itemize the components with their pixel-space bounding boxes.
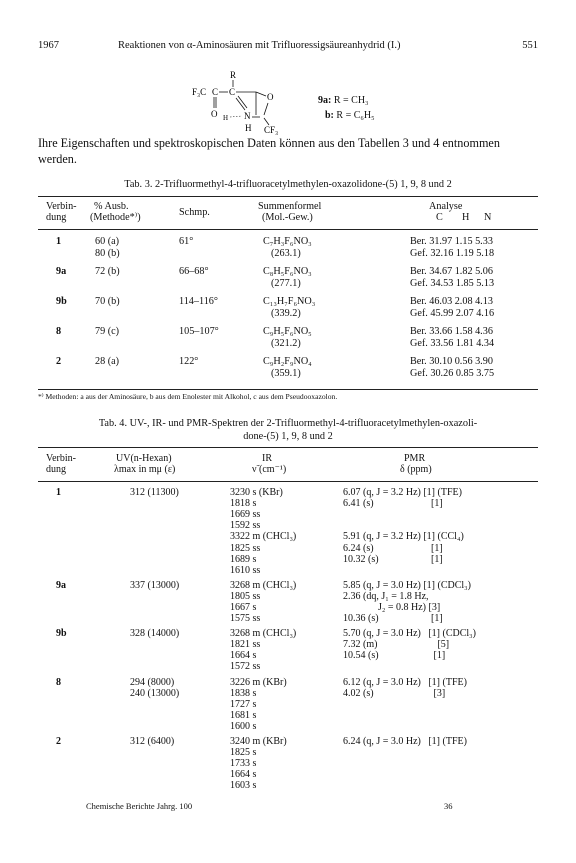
t3-cell-analysis-calc: Ber. 30.10 0.56 3.90 [410,356,493,367]
atom-c2: C [229,87,236,97]
t4-cell-pmr: 6.07 (q, J = 3.2 Hz) [1] (TFE) [343,487,462,498]
t3-cell-formula: C₉H₅F₆NO₅ [263,326,312,337]
t4-cell-uv: 337 (13000) [130,579,180,591]
t3-cell-molweight: (339.2) [271,308,301,319]
t3-h-analyse: Analyse [429,201,463,212]
t3-cell-formula: C₁₃H₇F₆NO₃ [263,296,316,307]
legend-9a-label: 9a: [318,95,332,106]
t4-cell-ir: 3240 m (KBr) [230,736,287,748]
t3-cell-mp: 122° [179,356,199,367]
t4-cell-pmr: 10.36 (s) [1] [343,613,443,625]
t4-h-verbin: Verbin- [46,453,76,464]
t3-cell-id: 9b [56,296,67,307]
t4-cell-ir: 3230 s (KBr) [230,487,283,498]
t4-cell-ir: 1838 s [230,687,257,699]
t4-cell-pmr: J₂ = 0.8 Hz) [3] [343,601,441,613]
t4-cell-id: 1 [56,487,61,498]
atom-n: N [244,111,251,121]
table4-row [38,580,538,624]
t4-cell-ir: 1681 s [230,709,257,721]
t4-h-delta: δ (ppm) [400,464,432,475]
t4-cell-ir: 3226 m (KBr) [230,676,287,688]
t4-cell-pmr: 6.41 (s) [1] [343,498,443,510]
t4-cell-ir: 1667 s [230,601,257,613]
t4-h-ir: IR [262,453,272,464]
structure-legend [318,95,375,121]
t4-cell-ir: 1805 ss [230,590,261,602]
t4-h-uv: UV(n-Hexan) [116,453,172,464]
t3-cell-analysis-calc: Ber. 31.97 1.15 5.33 [410,236,493,247]
table3-row [38,296,538,324]
footer-sheet-number: 36 [444,801,453,811]
t3-cell-id: 1 [56,236,62,247]
t3-cell-analysis-calc: Ber. 33.66 1.58 4.36 [410,326,493,337]
t3-cell-id: 9a [56,266,67,277]
table3-row [38,266,538,294]
t4-cell-ir: 1821 ss [230,639,261,651]
t4-cell-pmr: 5.91 (q, J = 3.2 Hz) [1] (CCl₄) [343,531,464,543]
t4-cell-ir: 1727 s [230,698,257,710]
t4-cell-ir: 1689 s [230,553,257,565]
t3-h-summenformel: Summenformel [258,201,322,212]
t4-cell-ir: 1603 s [230,780,257,792]
table4-top-rule [38,447,538,448]
t3-cell-yield: 79 (c) [95,326,120,337]
t4-cell-uv: 240 (13000) [130,687,180,699]
atom-o-bottom: O [211,109,218,119]
t3-h-h: H [462,212,470,223]
t4-cell-pmr: 6.24 (q, J = 3.0 Hz) [1] (TFE) [343,736,467,748]
table4-row [38,487,538,576]
t3-cell-molweight: (321.2) [271,338,301,349]
table3-row [38,326,538,354]
t3-cell-analysis-found: Gef. 33.56 1.81 4.34 [410,338,495,349]
atom-f3c: F₃C [192,87,207,97]
t3-cell-mp: 66–68° [179,266,209,277]
t3-cell-mp: 61° [179,236,194,247]
t3-cell-yield: 72 (b) [95,266,120,277]
t3-h-schmp: Schmp. [179,207,210,218]
t4-cell-pmr: 4.02 (s) [3] [343,687,446,699]
t3-cell-analysis-found: Gef. 32.16 1.19 5.18 [410,248,495,259]
t3-h-ausb: % Ausb. [94,201,129,212]
table4-row [38,628,538,672]
t4-cell-id: 9a [56,579,66,591]
atom-h-n: H [245,123,252,133]
t3-cell-id: 8 [56,326,62,337]
table4-header [38,453,538,479]
t3-h-c: C [436,212,443,223]
t4-cell-pmr: 6.12 (q, J = 3.0 Hz) [1] (TFE) [343,676,467,688]
t4-cell-ir: 1592 ss [230,520,261,532]
running-header [38,40,538,54]
t4-cell-uv: 328 (14000) [130,628,180,640]
table4-row [38,736,538,792]
legend-b-label: b: [325,110,334,121]
table3-header [38,201,538,229]
t3-cell-molweight: (263.1) [271,248,301,259]
t3-cell-mp: 105–107° [179,326,219,337]
t4-cell-ir: 3268 m (CHCl₃) [230,628,297,640]
t4-h-pmr: PMR [404,453,426,464]
t3-cell-yield: 28 (a) [95,356,120,367]
t3-h-verbin: Verbin- [46,201,77,212]
table3-row [38,236,538,264]
table3-bottom-rule [38,389,538,390]
t4-cell-pmr: 5.85 (q, J = 3.0 Hz) [1] (CDCl₃) [343,579,471,591]
t3-cell-id: 2 [56,356,62,367]
t4-h-wavenumber: ν̃ (cm⁻¹) [252,464,287,475]
t3-cell-formula: C₉H₂F₉NO₄ [263,356,312,367]
t4-h-lambda: λmax in mμ (ε) [114,464,176,475]
t4-cell-ir: 1818 s [230,498,257,510]
t3-cell-analysis-found: Gef. 34.53 1.85 5.13 [410,278,495,289]
header-year: 1967 [38,40,59,51]
t3-h-methode: (Methode*⁾) [90,212,141,223]
t4-cell-id: 2 [56,736,61,748]
t3-cell-yield: 80 (b) [95,248,120,259]
t4-cell-ir: 3322 m (CHCl₃) [230,531,297,543]
table3-row [38,356,538,384]
t4-cell-pmr: 2.36 (dq, J₁ = 1.8 Hz, [343,590,429,602]
table3-top-rule [38,196,538,197]
t3-cell-mp: 114–116° [179,296,218,307]
t4-cell-ir: 3268 m (CHCl₃) [230,579,297,591]
t3-cell-analysis-found: Gef. 45.99 2.07 4.16 [410,308,495,319]
t4-cell-id: 9b [56,628,67,640]
t4-cell-ir: 1664 s [230,769,257,781]
t4-cell-pmr: 10.54 (s) [1] [343,650,446,662]
header-page-number: 551 [522,40,538,51]
t4-cell-ir: 1575 ss [230,613,261,625]
table3-footnote: *⁾ Methoden: a aus der Aminosäure, b aus dem Enolester mit Alkohol, c aus dem Pseudooxazolon. [38,392,338,401]
t4-cell-pmr: 10.32 (s) [1] [343,553,443,565]
atom-c1: C [212,87,219,97]
table4-row [38,677,538,733]
table4-header-rule [38,481,538,482]
legend-9a-text: R = CH₃ [333,95,369,106]
t3-cell-yield: 70 (b) [95,296,120,307]
t4-cell-uv: 312 (6400) [130,736,175,748]
table3-header-rule [38,229,538,230]
t3-cell-molweight: (277.1) [271,278,301,289]
t3-cell-formula: C₈H₅F₆NO₃ [263,266,312,277]
atom-o-ring: O [267,92,274,102]
atom-h-bridge: H [223,114,229,122]
t3-h-n: N [484,212,492,223]
t3-cell-analysis-calc: Ber. 34.67 1.82 5.06 [410,266,493,277]
t4-cell-uv: 294 (8000) [130,676,175,688]
header-title: Reaktionen von α-Aminosäuren mit Trifluoressigsäureanhydrid (I.) [118,40,401,51]
t4-cell-pmr: 6.24 (s) [1] [343,542,443,554]
t3-cell-formula: C₇H₃F₆NO₃ [263,236,312,247]
body-paragraph: Ihre Eigenschaften und spektroskopischen Daten können aus den Tabellen 3 und 4 entnommen werden. [38,136,500,166]
t3-cell-yield: 60 (a) [95,236,120,247]
t4-cell-ir: 1825 ss [230,542,261,554]
t3-cell-analysis-calc: Ber. 46.03 2.08 4.13 [410,296,493,307]
table4-caption-line2: done-(5) 1, 9, 8 und 2 [243,431,333,442]
t4-cell-ir: 1572 ss [230,661,261,673]
t4-h-dung: dung [46,464,66,475]
atom-r: R [230,70,237,80]
t4-cell-ir: 1610 ss [230,564,261,576]
t4-cell-ir: 1600 s [230,720,257,732]
t4-cell-ir: 1825 s [230,747,257,759]
structure-drawing [178,70,418,140]
t4-cell-ir: 1664 s [230,650,257,662]
t3-cell-molweight: (359.1) [271,368,301,379]
footer-journal: Chemische Berichte Jahrg. 100 [86,801,193,811]
t4-cell-uv: 312 (11300) [130,487,179,498]
legend-b-text: R = C₆H₅ [336,110,375,121]
atom-cf3: CF₃ [264,125,279,135]
table3-caption: Tab. 3. 2-Trifluormethyl-4-trifluoracetylmethylen-oxazolidone-(5) 1, 9, 8 und 2 [124,179,452,190]
t4-cell-pmr: 7.32 (m) [5] [343,639,450,651]
t4-cell-ir: 1669 ss [230,509,261,521]
table4-caption-line1: Tab. 4. UV-, IR- und PMR-Spektren der 2-Trifluormethyl-4-trifluoracetylmethylen-oxazoli- [98,418,478,429]
t4-cell-id: 8 [56,676,61,688]
t3-cell-analysis-found: Gef. 30.26 0.85 3.75 [410,368,495,379]
t4-cell-ir: 1733 s [230,758,257,770]
t3-h-molgew: (Mol.-Gew.) [262,212,313,223]
t3-h-dung: dung [46,212,67,223]
t4-cell-pmr: 5.70 (q, J = 3.0 Hz) [1] (CDCl₃) [343,628,476,640]
